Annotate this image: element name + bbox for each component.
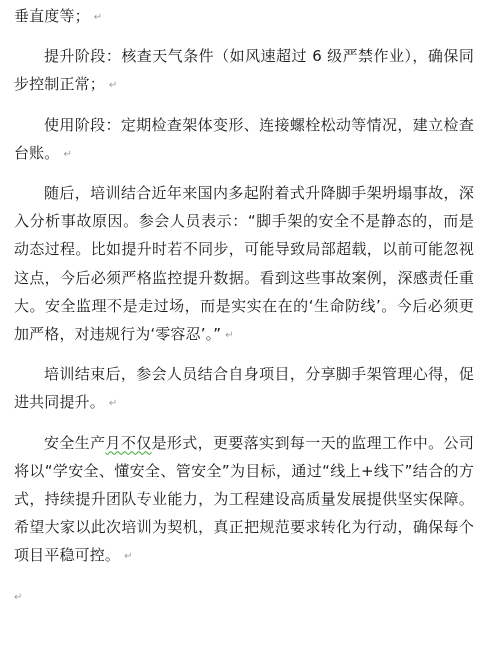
paragraph-3-text: 使用阶段：定期检查架体变形、连接螺栓松动等情况，建立检查台账。: [14, 115, 474, 162]
paragraph-1: [14, 2, 474, 32]
paragraph-5: [14, 360, 474, 418]
paragraph-mark-icon: ↵: [225, 330, 234, 342]
paragraph-6-text-rest: 是形式，更要落实到每一天的监理工作中。公司将以“学安全、懂安全、管安全”为目标，通过“线上+线下”结合的方式，持续提升团队专业能力，为工程建设高质量发展提供坚实保障。希望大家以此次培训为契机，真正把规范要求转化为行动，确保每个项目平稳可控。: [14, 433, 474, 565]
paragraph-4-text: 随后，培训结合近年来国内多起附着式升降脚手架坍塌事故，深入分析事故原因。参会人员表示：“脚手架的安全不是静态的，而是动态过程。比如提升时若不同步，可能导致局部超载，以前可能忽视这点，今后必须严格监控提升数据。看到这些事故案例，深感责任重大。安全监理不是走过场，而是实实在在的‘生命防线’。今后必须更加严格，对违规行为‘零容忍’。”: [14, 184, 474, 344]
paragraph-6: [14, 429, 474, 572]
paragraph-1-text: 垂直度等；: [14, 7, 90, 25]
paragraph-mark-icon: ↵: [93, 12, 103, 23]
paragraph-4: [14, 179, 474, 350]
paragraph-5-text: 培训结束后，参会人员结合自身项目，分享脚手架管理心得，促进共同提升。: [14, 365, 474, 412]
spellcheck-underlined-text[interactable]: 月不仅: [105, 433, 152, 452]
document-page: [14, 0, 474, 612]
paragraph-2-text: 提升阶段：核查天气条件（如风速超过 6 级严禁作业），确保同步控制正常；: [14, 47, 474, 94]
paragraph-mark-icon: ↵: [108, 80, 118, 92]
paragraph-mark-icon: ↵: [124, 551, 133, 563]
empty-paragraph: [14, 582, 474, 612]
paragraph-6-text-start: 安全生产: [44, 433, 106, 452]
paragraph-mark-icon: ↵: [108, 398, 118, 410]
paragraph-2: [14, 42, 474, 100]
paragraph-mark-icon: ↵: [14, 591, 23, 603]
paragraph-3: [14, 111, 474, 169]
paragraph-mark-icon: ↵: [63, 148, 72, 160]
